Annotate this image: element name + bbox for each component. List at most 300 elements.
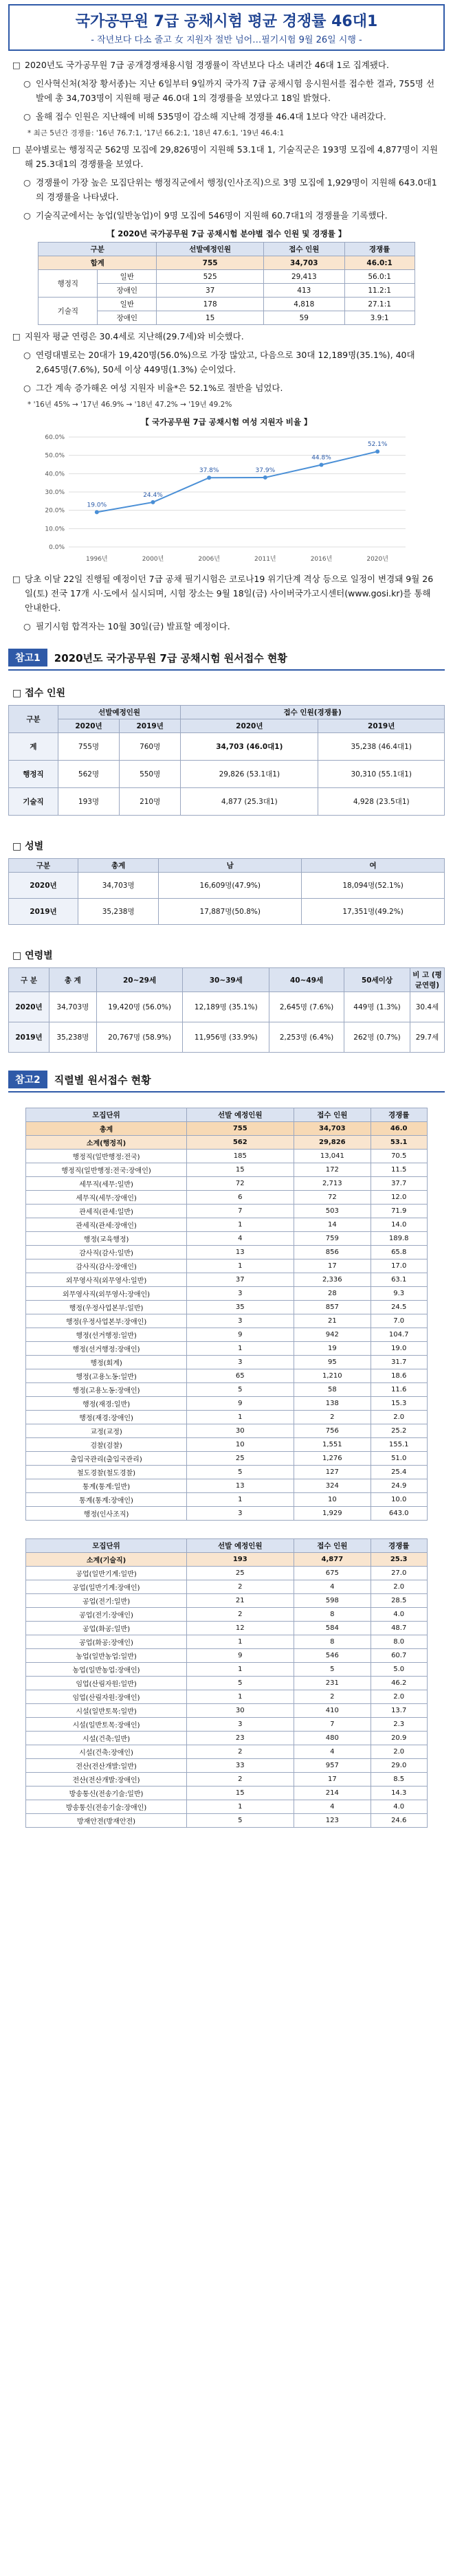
table-cell: 공업(일반기계:일반) xyxy=(26,1567,186,1580)
paragraph-text: 그간 계속 증가해온 여성 지원자 비율*은 52.1%로 절반을 넘었다. xyxy=(36,383,283,393)
table-cell: 127 xyxy=(294,1466,371,1479)
table-cell: 행정직 xyxy=(9,761,58,788)
table-cell: 189.8 xyxy=(371,1232,427,1246)
table-cell: 소계(기술직) xyxy=(26,1553,186,1567)
table-cell: 12,189명 (35.1%) xyxy=(183,992,269,1022)
table-header: 30~39세 xyxy=(183,968,269,992)
table-cell: 17.0 xyxy=(371,1259,427,1273)
table-cell: 4 xyxy=(186,1232,294,1246)
table-cell: 37 xyxy=(157,284,264,298)
table-cell: 11.5 xyxy=(371,1163,427,1177)
table-cell: 9 xyxy=(186,1649,294,1663)
table-row xyxy=(26,1301,427,1314)
table-cell: 16,609명(47.9%) xyxy=(159,873,302,899)
table-cell: 시설(건축:장애인) xyxy=(26,1745,186,1759)
table-cell: 15 xyxy=(186,1787,294,1800)
table-row xyxy=(9,992,445,1022)
table-cell: 2.3 xyxy=(371,1718,427,1732)
reference-2-heading xyxy=(8,1071,445,1093)
table-cell: 46.0:1 xyxy=(344,256,415,270)
table-cell: 562명 xyxy=(58,761,119,788)
table-cell: 675 xyxy=(294,1567,371,1580)
table-cell: 행정(선거행정:장애인) xyxy=(26,1342,186,1356)
table-header: 구분 xyxy=(9,859,78,873)
table-header: 구분 xyxy=(9,706,58,733)
table-row xyxy=(26,1787,427,1800)
table-cell: 34,703 xyxy=(294,1122,371,1136)
table-cell: 2 xyxy=(294,1411,371,1424)
data-label: 24.4% xyxy=(142,491,163,499)
table-cell: 2020년 xyxy=(9,873,78,899)
table-header: 접수 인원 xyxy=(294,1108,371,1122)
table-cell: 4,818 xyxy=(264,298,345,311)
table-row xyxy=(26,1567,427,1580)
table-cell: 1,276 xyxy=(294,1452,371,1466)
table-cell: 방송통신(전송기술:장애인) xyxy=(26,1800,186,1814)
table-cell: 전산(전산개발:일반) xyxy=(26,1759,186,1773)
y-tick-label: 60.0% xyxy=(44,434,65,441)
y-tick-label: 0.0% xyxy=(48,544,65,551)
data-label: 44.8% xyxy=(311,454,331,462)
table-cell: 공업(전기:일반) xyxy=(26,1594,186,1608)
table-cell: 65 xyxy=(186,1369,294,1383)
table-cell: 24.6 xyxy=(371,1814,427,1828)
table-cell: 34,703명 xyxy=(78,873,158,899)
table-cell: 957 xyxy=(294,1759,371,1773)
table-header: 총 계 xyxy=(49,968,97,992)
table-row xyxy=(26,1479,427,1493)
table-cell: 17 xyxy=(294,1773,371,1787)
summary-section xyxy=(8,58,445,634)
table-cell: 통계(통계:장애인) xyxy=(26,1493,186,1507)
table-row xyxy=(26,1342,427,1356)
paragraph-text: 기술직군에서는 농업(일반농업)이 9명 모집에 546명이 지원해 60.7대1의 경쟁률을 기록했다. xyxy=(36,210,388,221)
reference-badge: 참고1 xyxy=(8,649,47,667)
tech-dept-table xyxy=(25,1538,427,1828)
table-cell: 30.4세 xyxy=(410,992,445,1022)
table-cell: 1,210 xyxy=(294,1369,371,1383)
reference-badge: 참고2 xyxy=(8,1071,47,1088)
table-cell: 검찰(검찰) xyxy=(26,1438,186,1452)
table-row xyxy=(26,1800,427,1814)
table-cell: 9 xyxy=(186,1397,294,1411)
table-cell: 1 xyxy=(186,1411,294,1424)
gender-table xyxy=(8,858,445,925)
paragraph xyxy=(12,329,441,344)
table-cell: 172 xyxy=(294,1163,371,1177)
table-cell: 410 xyxy=(294,1704,371,1718)
page-subtitle: - 작년보다 다소 줄고 女 지원자 절반 넘어…필기시험 9월 26일 시행 - xyxy=(91,35,362,45)
table-cell: 행정(인사조직) xyxy=(26,1507,186,1521)
table-row xyxy=(26,1493,427,1507)
table-cell: 550명 xyxy=(120,761,181,788)
table-caption: 【 2020년 국가공무원 7급 공채시험 분야별 접수 인원 및 경쟁률 】 xyxy=(107,229,346,238)
table-cell: 193명 xyxy=(58,788,119,816)
table-cell: 12.0 xyxy=(371,1191,427,1205)
table-cell: 7 xyxy=(186,1205,294,1218)
table-cell: 2 xyxy=(186,1745,294,1759)
table-cell: 178 xyxy=(157,298,264,311)
table-cell: 13.7 xyxy=(371,1704,427,1718)
table-cell: 4.0 xyxy=(371,1800,427,1814)
table-cell: 35,238 (46.4대1) xyxy=(318,733,445,761)
table-cell: 25 xyxy=(186,1452,294,1466)
table-row xyxy=(26,1314,427,1328)
table-cell: 95 xyxy=(294,1356,371,1369)
data-label: 37.8% xyxy=(199,467,219,475)
table-row xyxy=(9,1022,445,1053)
paragraph xyxy=(12,58,441,72)
table-cell: 584 xyxy=(294,1622,371,1635)
table-cell: 11,956명 (33.9%) xyxy=(183,1022,269,1053)
table-header: 20~29세 xyxy=(96,968,183,992)
table-cell: 행정(고용노동:일반) xyxy=(26,1369,186,1383)
table-row xyxy=(26,1150,427,1163)
table-cell: 행정(선거행정:일반) xyxy=(26,1328,186,1342)
table-cell: 29,826 (53.1대1) xyxy=(181,761,318,788)
table-cell: 감사직(감사:일반) xyxy=(26,1246,186,1259)
table-cell: 48.7 xyxy=(371,1622,427,1635)
table-cell: 14 xyxy=(294,1218,371,1232)
table-cell: 2019년 xyxy=(9,899,78,925)
bullet-mark: ○ xyxy=(23,350,31,360)
table-row xyxy=(26,1553,427,1567)
table-cell: 세무직(세무:일반) xyxy=(26,1177,186,1191)
table-cell: 소계(행정직) xyxy=(26,1136,186,1150)
section-heading: □ 연령별 xyxy=(12,950,53,961)
table-cell: 12 xyxy=(186,1622,294,1635)
table-cell: 외무영사직(외무영사:일반) xyxy=(26,1273,186,1287)
table-cell: 기술직 xyxy=(9,788,58,816)
table-row xyxy=(26,1122,427,1136)
table-cell: 185 xyxy=(186,1150,294,1163)
admin-dept-table xyxy=(25,1108,427,1521)
table-cell: 감사직(감사:장애인) xyxy=(26,1259,186,1273)
table-cell: 643.0 xyxy=(371,1507,427,1521)
table-cell: 755 xyxy=(157,256,264,270)
paragraph xyxy=(12,381,441,395)
table-cell: 2.0 xyxy=(371,1745,427,1759)
table-cell: 2,336 xyxy=(294,1273,371,1287)
table-row xyxy=(26,1246,427,1259)
y-tick-label: 40.0% xyxy=(44,471,65,478)
age-table xyxy=(8,967,445,1053)
paragraph-text: 지원자 평균 연령은 30.4세로 지난해(29.7세)와 비슷했다. xyxy=(25,331,244,341)
table-cell: 5 xyxy=(186,1814,294,1828)
table-cell: 755 xyxy=(186,1122,294,1136)
paragraph xyxy=(12,76,441,105)
table-cell: 31.7 xyxy=(371,1356,427,1369)
table-header: 경쟁률 xyxy=(371,1108,427,1122)
table-cell: 138 xyxy=(294,1397,371,1411)
table-cell: 2 xyxy=(186,1580,294,1594)
table-cell: 15 xyxy=(186,1163,294,1177)
table-cell: 46.0 xyxy=(371,1122,427,1136)
table-header: 여 xyxy=(302,859,445,873)
table-cell: 합계 xyxy=(38,256,157,270)
table-cell: 일반 xyxy=(98,298,157,311)
x-tick-label: 2020년 xyxy=(366,556,388,563)
female-ratio-chart xyxy=(34,430,419,568)
table-row xyxy=(9,761,445,788)
table-row xyxy=(26,1232,427,1246)
table-cell: 72 xyxy=(294,1191,371,1205)
table-cell: 480 xyxy=(294,1732,371,1745)
table-row xyxy=(26,1677,427,1690)
table-cell: 18.6 xyxy=(371,1369,427,1383)
data-point xyxy=(319,463,323,467)
table-row xyxy=(26,1759,427,1773)
table-cell: 17 xyxy=(294,1259,371,1273)
footnote: * 최근 5년간 경쟁률: '16년 76.7:1, '17년 66.2:1, '18년 47.6:1, '19년 46.4:1 xyxy=(27,129,285,137)
x-tick-label: 2016년 xyxy=(310,556,332,563)
table-row xyxy=(9,873,445,899)
table-cell: 공업(화공:일반) xyxy=(26,1622,186,1635)
table-cell: 34,703 xyxy=(264,256,345,270)
table-header: 비 고 (평균연령) xyxy=(410,968,445,992)
paragraph xyxy=(12,348,441,377)
table-row xyxy=(26,1163,427,1177)
reference-title: 직렬별 원서접수 현황 xyxy=(54,1073,151,1086)
table-row xyxy=(26,1356,427,1369)
table-cell: 4.0 xyxy=(371,1608,427,1622)
table-cell: 413 xyxy=(264,284,345,298)
table-row xyxy=(26,1218,427,1232)
data-label: 19.0% xyxy=(87,502,107,509)
table-row xyxy=(26,1663,427,1677)
bullet-mark: □ xyxy=(12,144,21,155)
table-cell: 53.1 xyxy=(371,1136,427,1150)
table-cell: 262명 (0.7%) xyxy=(344,1022,410,1053)
table-cell: 14.3 xyxy=(371,1787,427,1800)
table-cell: 2.0 xyxy=(371,1580,427,1594)
table-header: 남 xyxy=(159,859,302,873)
table-row xyxy=(26,1690,427,1704)
table-cell: 857 xyxy=(294,1301,371,1314)
table-cell: 8.0 xyxy=(371,1635,427,1649)
table-cell: 행정(회계) xyxy=(26,1356,186,1369)
table-row xyxy=(26,1594,427,1608)
table-row xyxy=(26,1136,427,1150)
table-cell: 21 xyxy=(294,1314,371,1328)
table-cell: 행정직(일반행정:전국) xyxy=(26,1150,186,1163)
table-cell: 760명 xyxy=(120,733,181,761)
paragraph xyxy=(12,572,441,615)
table-header: 모집단위 xyxy=(26,1539,186,1553)
table-row xyxy=(26,1328,427,1342)
table-cell: 2.0 xyxy=(371,1690,427,1704)
table-cell: 9 xyxy=(186,1328,294,1342)
table-cell: 6 xyxy=(186,1191,294,1205)
table-row xyxy=(26,1438,427,1452)
table-cell: 장애인 xyxy=(98,284,157,298)
table-cell: 24.5 xyxy=(371,1301,427,1314)
bullet-mark: □ xyxy=(12,60,21,70)
table-cell: 7.0 xyxy=(371,1314,427,1328)
table-row xyxy=(26,1704,427,1718)
table-cell: 시설(일반토목:일반) xyxy=(26,1704,186,1718)
table-header: 구분 xyxy=(38,243,157,256)
bullet-mark: ○ xyxy=(23,210,31,221)
data-point xyxy=(94,510,98,514)
section-heading: □ 접수 인원 xyxy=(12,688,66,699)
table-header: 2019년 xyxy=(318,719,445,733)
paragraph xyxy=(12,208,441,223)
table-cell: 20.9 xyxy=(371,1732,427,1745)
reference-1-heading xyxy=(8,649,445,671)
table-cell: 1 xyxy=(186,1635,294,1649)
table-cell: 일반 xyxy=(98,270,157,284)
table-cell: 942 xyxy=(294,1328,371,1342)
table-cell: 23 xyxy=(186,1732,294,1745)
table-header: 40~49세 xyxy=(269,968,344,992)
table-cell: 29.7세 xyxy=(410,1022,445,1053)
table-cell: 60.7 xyxy=(371,1649,427,1663)
table-header: 선발 예정인원 xyxy=(186,1539,294,1553)
table-cell: 1 xyxy=(186,1259,294,1273)
table-cell: 7 xyxy=(294,1718,371,1732)
table-cell: 71.9 xyxy=(371,1205,427,1218)
table-cell: 행정(재경:일반) xyxy=(26,1397,186,1411)
table-cell: 2020년 xyxy=(9,992,49,1022)
table-cell: 장애인 xyxy=(98,311,157,325)
x-tick-label: 2006년 xyxy=(197,556,220,563)
table-cell: 30,310 (55.1대1) xyxy=(318,761,445,788)
table-cell: 2.0 xyxy=(371,1411,427,1424)
table-cell: 행정(재경:장애인) xyxy=(26,1411,186,1424)
y-tick-label: 20.0% xyxy=(44,507,65,515)
table-cell: 29,826 xyxy=(294,1136,371,1150)
table-cell: 2 xyxy=(186,1773,294,1787)
table-cell: 29.0 xyxy=(371,1759,427,1773)
table-cell: 4,877 xyxy=(294,1553,371,1567)
table-cell: 5 xyxy=(186,1677,294,1690)
table-cell: 3 xyxy=(186,1314,294,1328)
table-row xyxy=(26,1452,427,1466)
paragraph-text: 인사혁신처(처장 황서종)는 지난 6일부터 9일까지 국가직 7급 공채시험 응시원서를 접수한 결과, 755명 선발에 총 34,703명이 지원해 평균 46.0대 1의 경쟁률을 보였다고 18일 밝혔다. xyxy=(36,78,435,103)
table-row xyxy=(38,256,415,270)
table-row xyxy=(26,1580,427,1594)
table-cell: 통계(통계:일반) xyxy=(26,1479,186,1493)
paragraph-text: 경쟁률이 가장 높은 모집단위는 행정직군에서 행정(인사조직)으로 3명 모집에 1,929명이 지원해 643.0대1의 경쟁률을 나타냈다. xyxy=(36,177,437,202)
table-cell: 기술직 xyxy=(38,298,98,325)
table-cell: 155.1 xyxy=(371,1438,427,1452)
table-cell: 856 xyxy=(294,1246,371,1259)
table-cell: 9.3 xyxy=(371,1287,427,1301)
table-cell: 3 xyxy=(186,1356,294,1369)
title-box xyxy=(8,4,445,51)
table-cell: 2019년 xyxy=(9,1022,49,1053)
field-table xyxy=(38,242,415,325)
table-header: 모집단위 xyxy=(26,1108,186,1122)
table-cell: 임업(산림자원:일반) xyxy=(26,1677,186,1690)
table-cell: 시설(일반토목:장애인) xyxy=(26,1718,186,1732)
table-cell: 51.0 xyxy=(371,1452,427,1466)
table-row xyxy=(26,1273,427,1287)
table-cell: 759 xyxy=(294,1232,371,1246)
table-row xyxy=(26,1177,427,1191)
table-header: 50세이상 xyxy=(344,968,410,992)
table-row xyxy=(9,733,445,761)
table-cell: 30 xyxy=(186,1424,294,1438)
table-cell: 공업(화공:장애인) xyxy=(26,1635,186,1649)
table-cell: 시설(건축:일반) xyxy=(26,1732,186,1745)
x-tick-label: 2000년 xyxy=(142,556,164,563)
paragraph-text: 올해 접수 인원은 지난해에 비해 535명이 감소해 지난해 경쟁률 46.4대 1보다 약간 내려갔다. xyxy=(36,111,386,122)
table-cell: 10.0 xyxy=(371,1493,427,1507)
table-cell: 4 xyxy=(294,1745,371,1759)
table-cell: 1 xyxy=(186,1218,294,1232)
data-point xyxy=(151,500,155,504)
y-tick-label: 10.0% xyxy=(44,526,65,533)
y-tick-label: 30.0% xyxy=(44,489,65,496)
table-row xyxy=(26,1718,427,1732)
table-cell: 8 xyxy=(294,1635,371,1649)
table-cell: 193 xyxy=(186,1553,294,1567)
x-tick-label: 2011년 xyxy=(254,556,276,563)
table-cell: 70.5 xyxy=(371,1150,427,1163)
table-cell: 교정(교정) xyxy=(26,1424,186,1438)
table-cell: 2,713 xyxy=(294,1177,371,1191)
table-row xyxy=(26,1622,427,1635)
table-cell: 35,238명 xyxy=(78,899,158,925)
table-cell: 13 xyxy=(186,1246,294,1259)
table-row xyxy=(26,1466,427,1479)
table-cell: 17,351명(49.2%) xyxy=(302,899,445,925)
table-row xyxy=(9,899,445,925)
table-cell: 19 xyxy=(294,1342,371,1356)
table-cell: 2,253명 (6.4%) xyxy=(269,1022,344,1053)
table-cell: 756 xyxy=(294,1424,371,1438)
table-cell: 행정(우정사업본부:일반) xyxy=(26,1301,186,1314)
table-cell: 2 xyxy=(186,1608,294,1622)
table-cell: 4,877 (25.3대1) xyxy=(181,788,318,816)
table-row xyxy=(26,1205,427,1218)
table-row xyxy=(26,1287,427,1301)
table-cell: 임업(산림자원:장애인) xyxy=(26,1690,186,1704)
table-cell: 2,645명 (7.6%) xyxy=(269,992,344,1022)
table-cell: 행정(교육행정) xyxy=(26,1232,186,1246)
bullet-mark: □ xyxy=(12,574,21,584)
table-cell: 13,041 xyxy=(294,1150,371,1163)
table-cell: 231 xyxy=(294,1677,371,1690)
table-row xyxy=(26,1397,427,1411)
table-cell: 65.8 xyxy=(371,1246,427,1259)
table-row xyxy=(26,1191,427,1205)
table-row xyxy=(26,1745,427,1759)
application-table xyxy=(8,705,445,816)
table-cell: 10 xyxy=(186,1438,294,1452)
table-header: 총계 xyxy=(78,859,158,873)
table-cell: 5 xyxy=(186,1383,294,1397)
table-cell: 농업(일반농업:일반) xyxy=(26,1649,186,1663)
table-header: 선발예정인원 xyxy=(157,243,264,256)
paragraph xyxy=(12,109,441,124)
table-cell: 행정(우정사업본부:장애인) xyxy=(26,1314,186,1328)
footnote: * '16년 45% → '17년 46.9% → '18년 47.2% → '19년 49.2% xyxy=(27,401,232,409)
table-cell: 1 xyxy=(186,1342,294,1356)
table-header: 2019년 xyxy=(120,719,181,733)
paragraph xyxy=(12,175,441,204)
table-cell: 14.0 xyxy=(371,1218,427,1232)
table-cell: 72 xyxy=(186,1177,294,1191)
table-cell: 11.6 xyxy=(371,1383,427,1397)
table-cell: 525 xyxy=(157,270,264,284)
table-cell: 20,767명 (58.9%) xyxy=(96,1022,183,1053)
table-row xyxy=(26,1635,427,1649)
table-cell: 전산(전산개발:장애인) xyxy=(26,1773,186,1787)
table-cell: 19.0 xyxy=(371,1342,427,1356)
